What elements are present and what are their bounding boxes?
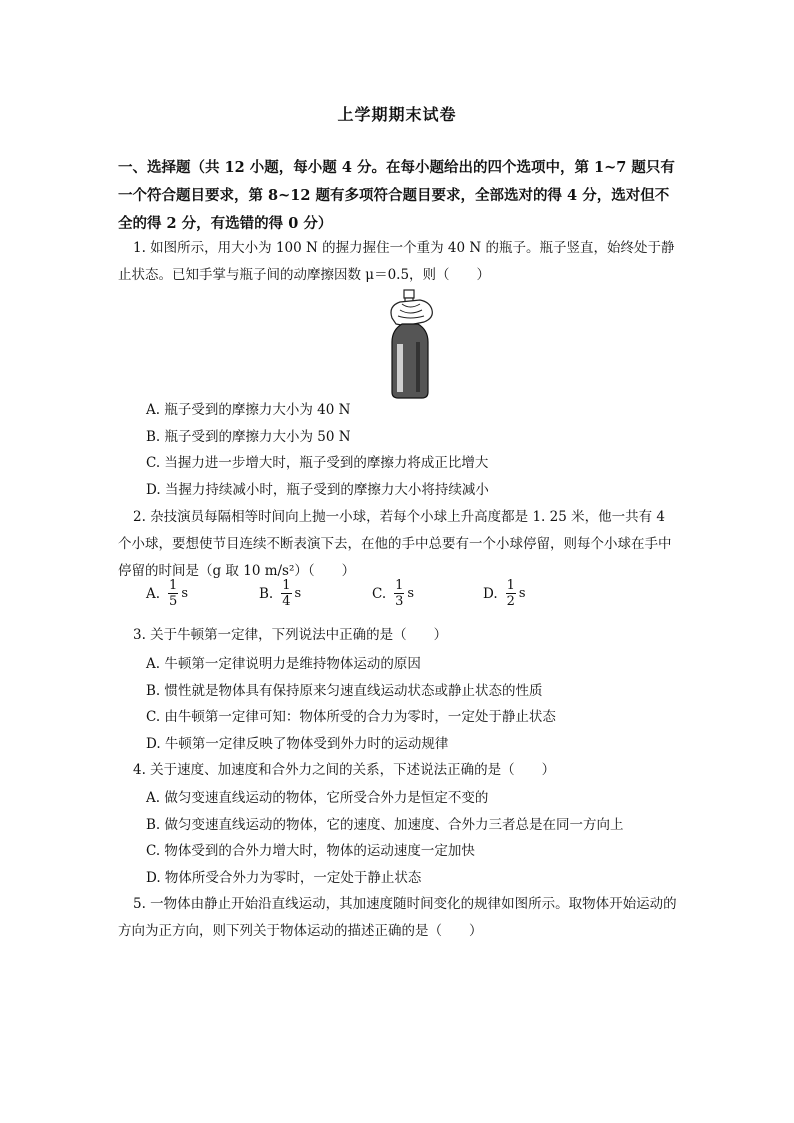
- q1-option-a: A. 瓶子受到的摩擦力大小为 40 N: [146, 402, 351, 418]
- q4-option-b: B. 做匀变速直线运动的物体，它的速度、加速度、合外力三者总是在同一方向上: [146, 817, 624, 833]
- question-4-stem: 4. 关于速度、加速度和合外力之间的关系，下述说法正确的是（ ）: [133, 762, 556, 778]
- q2-option-b: B. $\frac{1}{4}$ s: [259, 578, 302, 609]
- q1-option-b: B. 瓶子受到的摩擦力大小为 50 N: [146, 429, 351, 445]
- q4-option-d: D. 物体所受合外力为零时，一定处于静止状态: [146, 870, 422, 886]
- q1-option-d: D. 当握力持续减小时，瓶子受到的摩擦力大小将持续减小: [146, 482, 489, 498]
- q3-option-c: C. 由牛顿第一定律可知：物体所受的合力为零时，一定处于静止状态: [146, 709, 556, 725]
- q3-option-a: A. 牛顿第一定律说明力是维持物体运动的原因: [146, 656, 421, 672]
- page-title: 上学期期末试卷: [337, 105, 457, 124]
- q2-option-c: C. $\frac{1}{3}$ s: [372, 578, 415, 609]
- question-5-stem: 5. 一物体由静止开始沿直线运动，其加速度随时间变化的规律如图所示。取物体开始运动的方向为正方向，则下列关于物体运动的描述正确的是（ ）: [118, 896, 677, 939]
- q4-option-a: A. 做匀变速直线运动的物体，它所受合外力是恒定不变的: [146, 790, 489, 806]
- q2-option-d: D. $\frac{1}{2}$ s: [483, 578, 526, 609]
- question-3-stem: 3. 关于牛顿第一定律，下列说法中正确的是（ ）: [133, 627, 448, 643]
- q3-option-d: D. 牛顿第一定律反映了物体受到外力时的运动规律: [146, 736, 449, 752]
- q3-option-b: B. 惯性就是物体具有保持原来匀速直线运动状态或静止状态的性质: [146, 683, 543, 699]
- q4-option-c: C. 物体受到的合外力增大时，物体的运动速度一定加快: [146, 843, 475, 859]
- question-1-stem: 1. 如图所示，用大小为 100 N 的握力握住一个重为 40 N 的瓶子。瓶子竖直，始终处于静止状态。已知手掌与瓶子间的动摩擦因数 μ＝0.5，则（ ）: [118, 240, 675, 283]
- question-2-stem: 2. 杂技演员每隔相等时间向上抛一小球，若每个小球上升高度都是 1. 25 米，他一共有 4 个小球，要想使节目连续不断表演下去，在他的手中总要有一个小球停留，则每个小球在手中停留的时间是（g 取 10 m/s²）（ ）: [118, 509, 672, 579]
- q1-option-c: C. 当握力进一步增大时，瓶子受到的摩擦力将成正比增大: [146, 455, 489, 471]
- q2-option-a: A. $\frac{1}{5}$ s: [146, 578, 188, 609]
- bottle-in-hand-illustration: [380, 288, 440, 400]
- section-heading: 一、选择题（共 12 小题，每小题 4 分。在每小题给出的四个选项中，第 1~7 题只有一个符合题目要求，第 8~12 题有多项符合题目要求，全部选对的得 4 分，选对但不全的得 2 分，有选错的得 0 分）: [118, 159, 675, 232]
